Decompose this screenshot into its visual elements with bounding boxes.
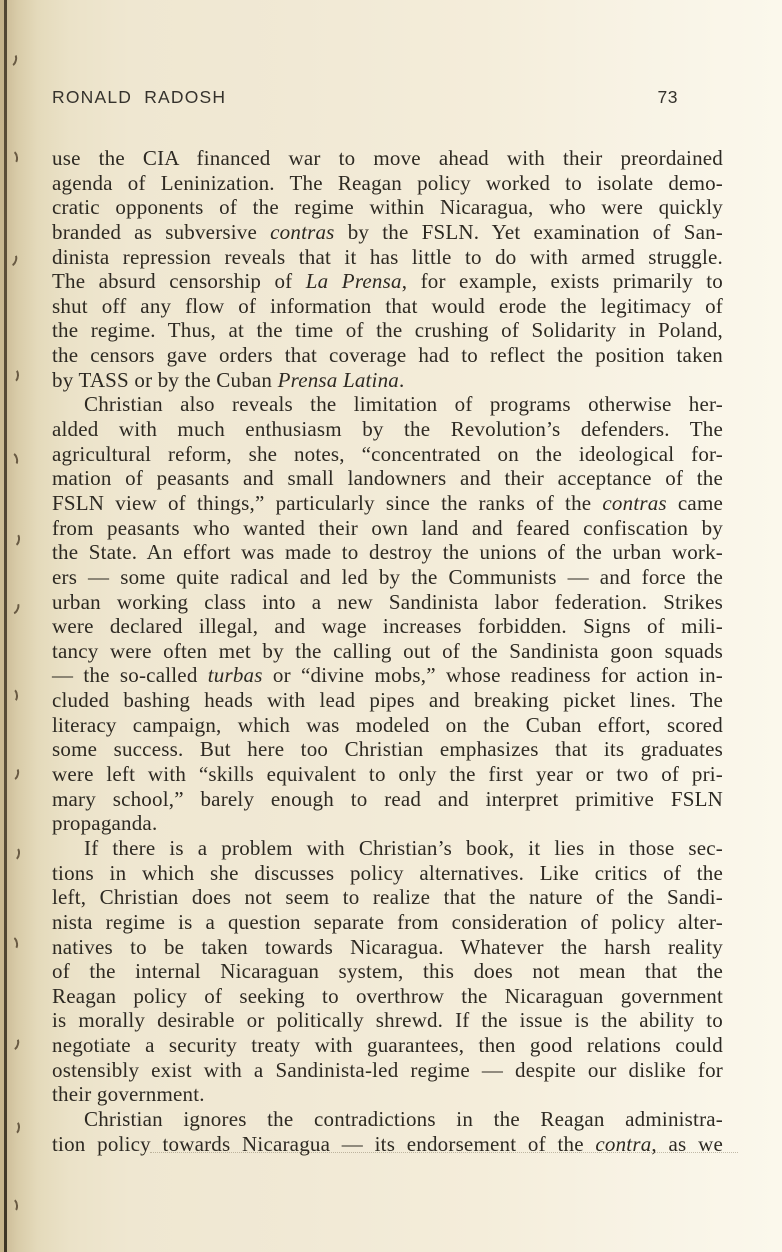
text-line: tion policy towards Nicaragua — its endorsement of the contra, as we (52, 1131, 723, 1156)
text-line: were left with “skills equivalent to only the first year or two of pri- (52, 762, 723, 787)
page-body (52, 146, 723, 1156)
text-line: ostensibly exist with a Sandinista-led regime — despite our dislike for (52, 1057, 723, 1082)
text-line: — the so-called turbas or “divine mobs,” whose readiness for action in- (52, 663, 723, 688)
text-line: mation of peasants and small landowners and their acceptance of the (52, 466, 723, 491)
text-line: use the CIA financed war to move ahead with their preordained (52, 146, 723, 170)
text-line: ers — some quite radical and led by the Communists — and force the (52, 564, 723, 589)
text-line: cratic opponents of the regime within Nicaragua, who were quickly (52, 195, 723, 220)
page-edge-mark (6, 149, 19, 166)
text-line: Reagan policy of seeking to overthrow the Nicaraguan government (52, 983, 723, 1008)
page-edge-mark (7, 368, 19, 384)
text-line: dinista repression reveals that it has little to do with armed struggle. (52, 244, 723, 269)
text-line: left, Christian does not seem to realize that the nature of the Sandi- (52, 885, 723, 910)
page-edge-mark (6, 935, 20, 952)
page-edge-shadow (4, 0, 7, 1252)
text-line: natives to be taken towards Nicaragua. Whatever the harsh reality (52, 934, 723, 959)
text-line: from peasants who wanted their own land and feared confiscation by (52, 515, 723, 540)
page-edge-mark (8, 845, 21, 861)
page-edge-mark (8, 1120, 20, 1136)
page-edge-mark (6, 1197, 19, 1213)
page-edge-mark (6, 1035, 21, 1053)
text-line: nista regime is a question separate from consideration of policy alter- (52, 909, 723, 934)
text-line: Christian also reveals the limitation of programs otherwise her- (84, 392, 723, 417)
text-line: propaganda. (52, 811, 158, 836)
text-line: the State. An effort was made to destroy the unions of the urban work- (52, 540, 723, 565)
text-line: Christian ignores the contradictions in the Reagan administra- (84, 1106, 723, 1131)
page-edge-mark (6, 765, 21, 782)
text-line: of the internal Nicaraguan system, this does not mean that the (52, 959, 723, 984)
text-line: mary school,” barely enough to read and interpret primitive FSLN (52, 786, 723, 811)
text-line: by TASS or by the Cuban Prensa Latina. (52, 367, 405, 392)
text-line: FSLN view of things,” particularly since the ranks of the contras came (52, 490, 724, 515)
page-edge-mark (5, 451, 20, 468)
text-line: is morally desirable or politically shrewd. If the issue is the ability to (52, 1008, 723, 1033)
text-line: some success. But here too Christian emphasizes that its graduates (52, 737, 723, 762)
text-line: If there is a problem with Christian’s book, it lies in those sec- (84, 835, 723, 860)
text-line: The absurd censorship of La Prensa, for example, exists primarily to (52, 269, 723, 294)
text-line: the censors gave orders that coverage had to reflect the position taken (52, 343, 723, 368)
text-line: tions in which she discusses policy alternatives. Like critics of the (52, 860, 723, 885)
text-line: cluded bashing heads with lead pipes and breaking picket lines. The (52, 688, 723, 713)
text-line: agenda of Leninization. The Reagan policy worked to isolate demo- (52, 170, 723, 195)
page-edge-mark (5, 598, 21, 616)
page-header (52, 87, 723, 108)
text-line: literacy campaign, which was modeled on the Cuban effort, scored (52, 712, 723, 737)
text-line: the regime. Thus, at the time of the crushing of Solidarity in Poland, (52, 318, 723, 343)
text-line: were declared illegal, and wage increases forbidden. Signs of mili- (52, 614, 723, 639)
text-line: agricultural reform, she notes, “concentrated on the ideological for- (52, 441, 723, 466)
text-line: alded with much enthusiasm by the Revolution’s defenders. The (52, 417, 723, 442)
page-number: 73 (657, 87, 678, 107)
text-line: their government. (52, 1082, 205, 1107)
running-header-author: RONALD RADOSH (52, 87, 227, 107)
page-edge-mark (6, 688, 18, 704)
text-line: tancy were often met by the calling out of the Sandinista goon squads (52, 638, 723, 663)
page-edge-mark (8, 531, 21, 548)
scan-artifact-line (150, 1152, 738, 1153)
text-line: urban working class into a new Sandinista labor federation. Strikes (52, 589, 723, 614)
text-line: negotiate a security treaty with guarantees, then good relations could (52, 1033, 723, 1058)
text-line: shut off any flow of information that would erode the legitimacy of (52, 293, 723, 318)
text-line: branded as subversive contras by the FSLN. Yet examination of San- (52, 219, 723, 244)
